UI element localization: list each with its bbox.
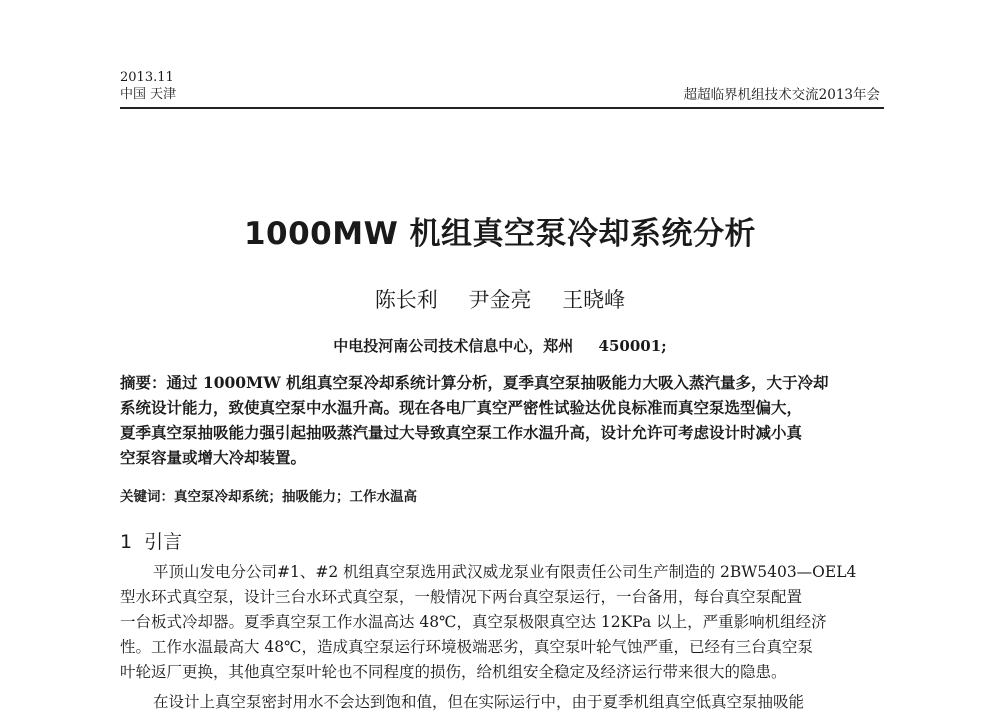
body-paragraph	[120, 690, 884, 715]
abstract	[120, 370, 884, 470]
body-line: 一台板式冷却器。夏季真空泵工作水温高达 48℃，真空泵极限真空达 12KPa 以上，严重影响机组经济	[120, 613, 827, 631]
affiliation	[0, 336, 1000, 356]
section-number: 1	[120, 531, 133, 553]
body-line: 平顶山发电分公司#1、#2 机组真空泵选用武汉威龙泵业有限责任公司生产制造的 2BW5403—OEL4	[153, 563, 857, 581]
author-name: 陈长利	[374, 288, 438, 312]
affiliation-org: 中电投河南公司技术信息中心，郑州	[333, 337, 574, 355]
keywords-text: 真空泵冷却系统；抽吸能力；工作水温高	[174, 489, 417, 505]
header-rule	[120, 107, 884, 109]
author-list	[0, 287, 1000, 313]
author-name: 尹金亮	[468, 288, 532, 312]
author-name: 王晓峰	[562, 288, 626, 312]
body-paragraph	[120, 560, 884, 685]
abstract-text: 通过 1000MW 机组真空泵冷却系统计算分析，夏季真空泵抽吸能力大吸入蒸汽量多，大于冷却	[166, 373, 829, 392]
body-line: 叶轮返厂更换，其他真空泵叶轮也不同程度的损伤，给机组安全稳定及经济运行带来很大的隐患。	[120, 663, 787, 681]
header-conference: 超超临界机组技术交流2013年会	[683, 87, 880, 103]
header-date: 2013.11	[120, 70, 174, 85]
abstract-label: 摘要：	[120, 374, 167, 392]
body-line: 在设计上真空泵密封用水不会达到饱和值，但在实际运行中，由于夏季机组真空低真空泵抽吸能	[153, 693, 805, 711]
abstract-line: 夏季真空泵抽吸能力强引起抽吸蒸汽量过大导致真空泵工作水温升高，设计允许可考虑设计时减小真	[120, 423, 803, 442]
abstract-line: 空泵容量或增大冷却装置。	[120, 448, 307, 467]
paper-title: 1000MW 机组真空泵冷却系统分析	[243, 216, 757, 252]
header-left	[120, 69, 176, 103]
abstract-line	[120, 370, 884, 395]
keywords-label: 关键词：	[120, 489, 174, 505]
keywords	[120, 487, 417, 507]
affiliation-postcode: 450001;	[598, 337, 667, 355]
section-heading	[120, 530, 182, 554]
header-location: 中国 天津	[120, 87, 177, 102]
abstract-line: 系统设计能力，致使真空泵中水温升高。现在各电厂真空严密性试验达优良标准而真空泵选型偏大，	[120, 398, 803, 417]
body-line: 型水环式真空泵，设计三台水环式真空泵，一般情况下两台真空泵运行，一台备用，每台真空泵配置	[120, 588, 803, 606]
section-title: 引言	[144, 531, 183, 553]
body-line: 性。工作水温最高大 48℃，造成真空泵运行环境极端恶劣，真空泵叶轮气蚀严重，已经有三台真空泵	[120, 638, 813, 656]
